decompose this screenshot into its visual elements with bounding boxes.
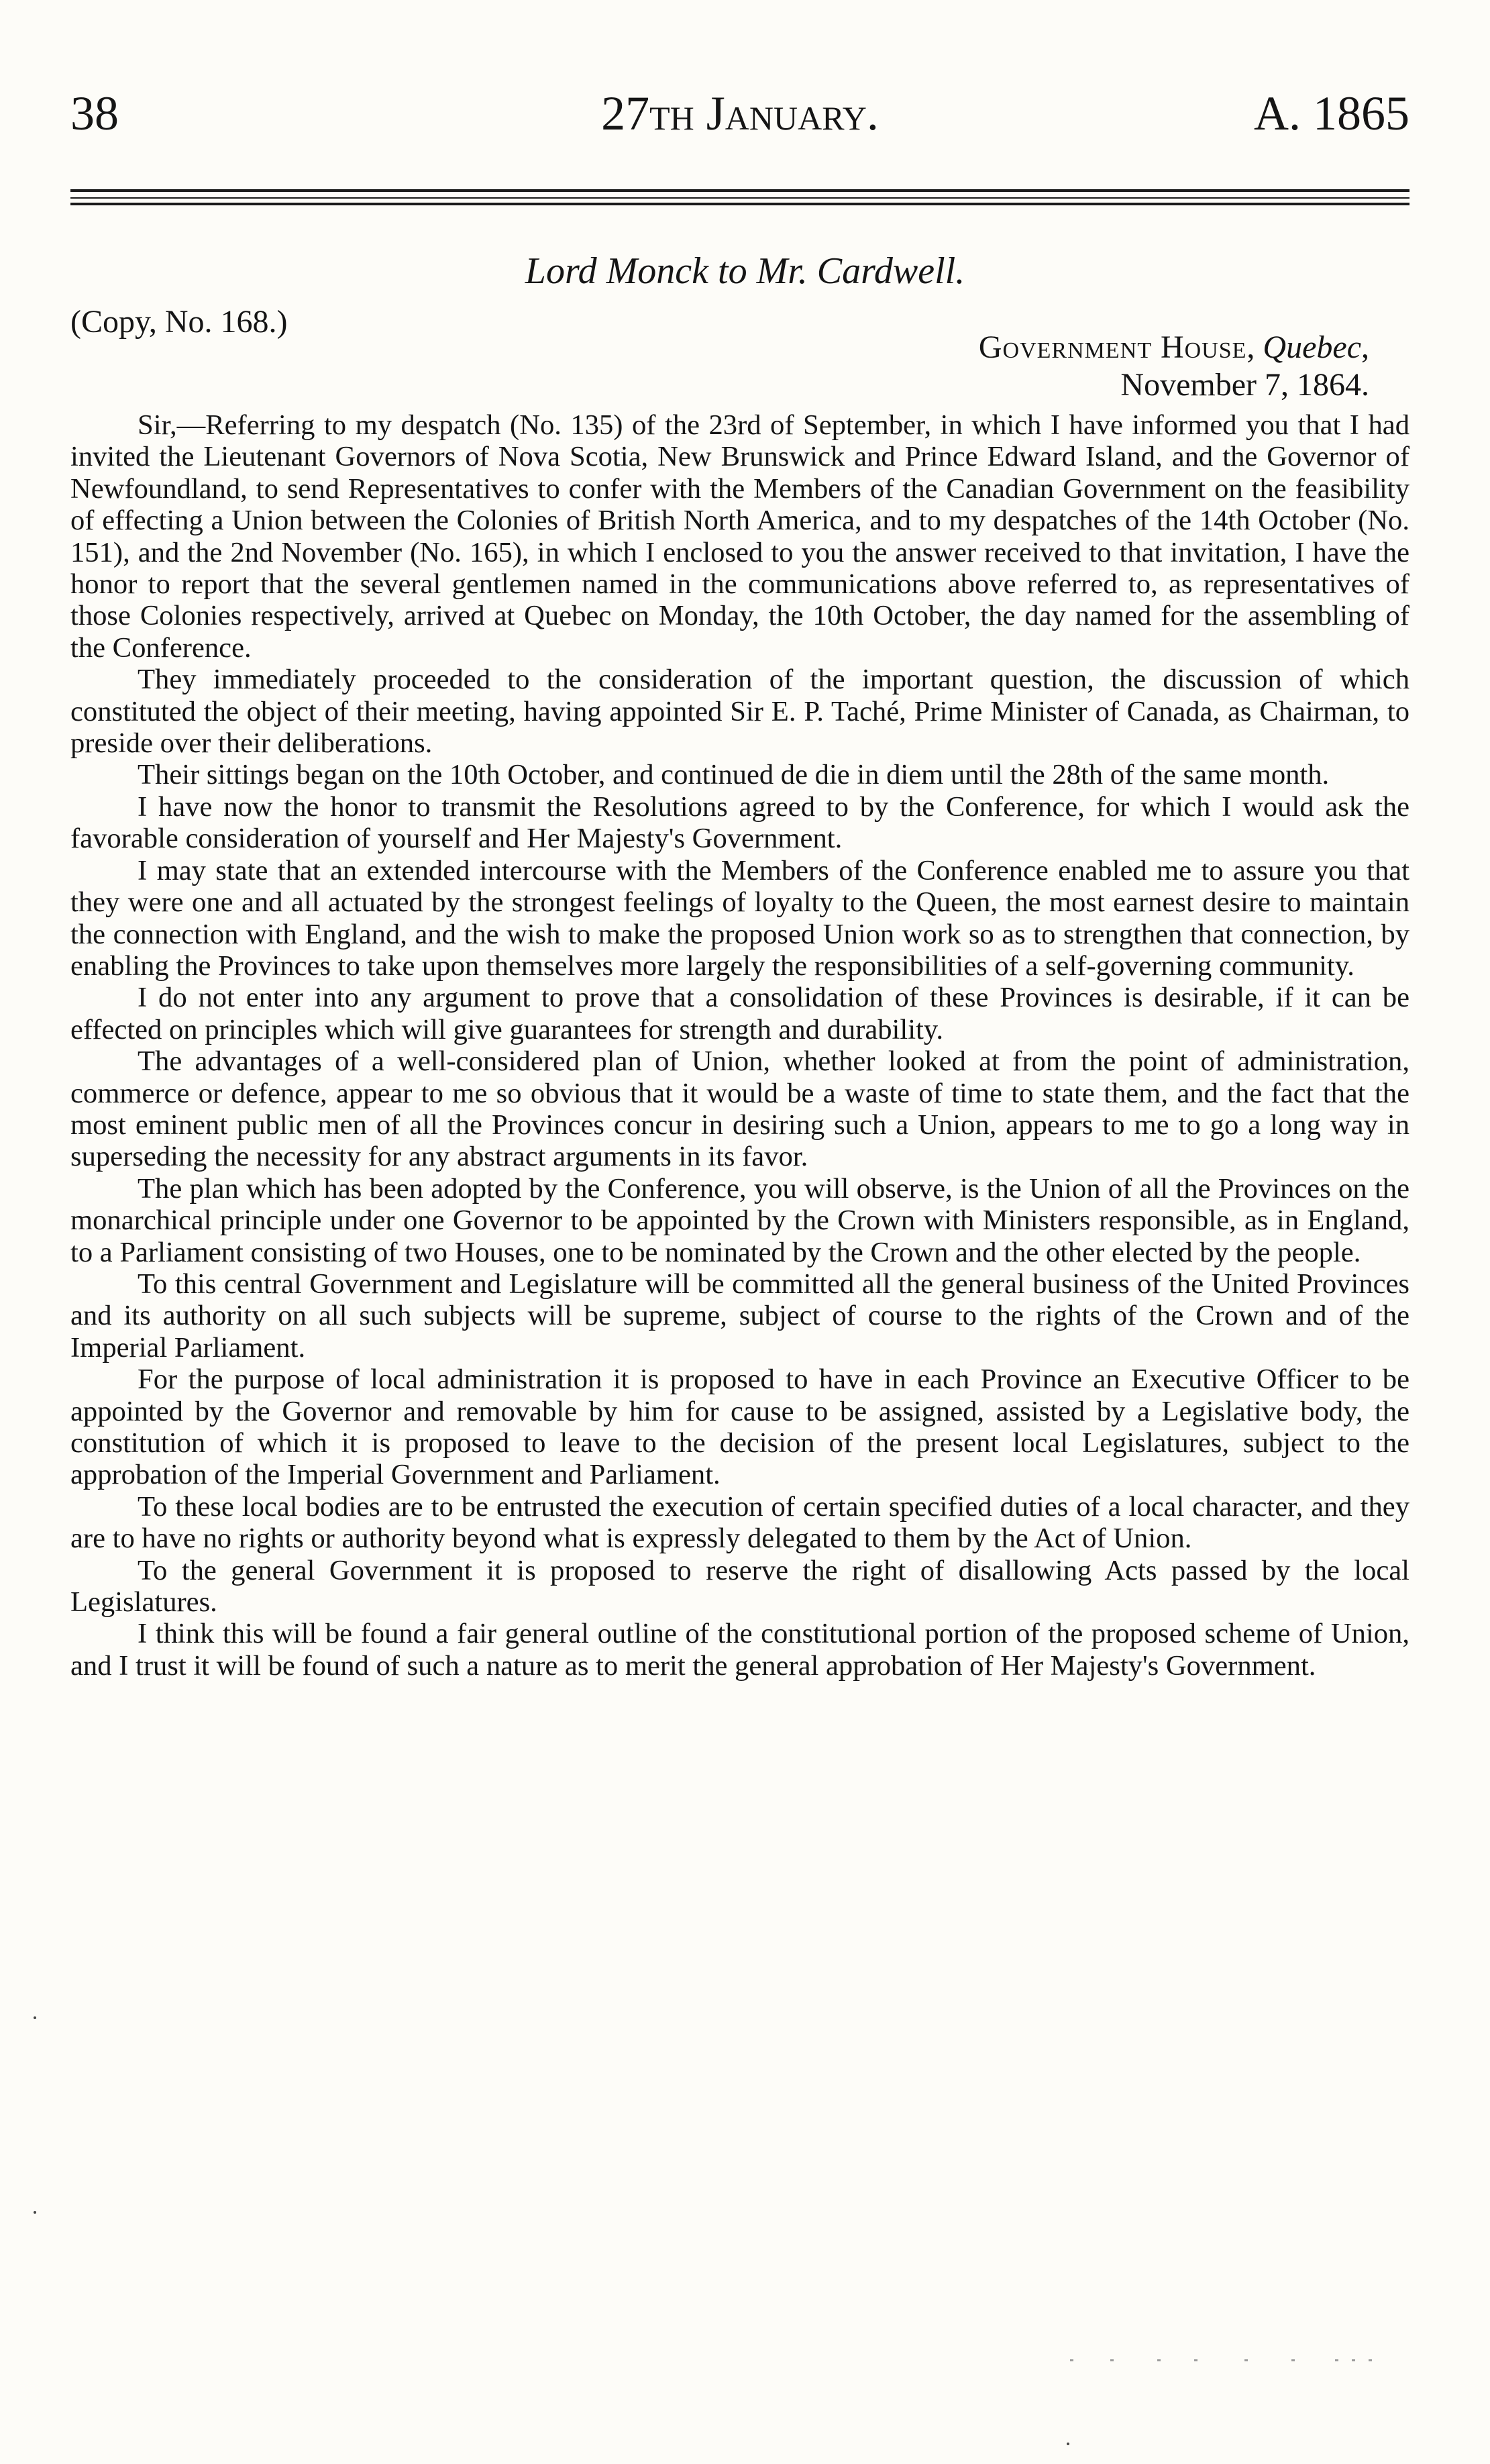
letter-heading: Lord Monck to Mr. Cardwell.	[525, 250, 965, 292]
header-date: 27th January.	[601, 87, 879, 140]
paragraph: I may state that an extended intercourse with the Members of the Conference enabled me to assure you that they were one and all actuated by the strongest feelings of loyalty to the Queen, the most earnest desire to maintain the connection with England, and the wish to make the proposed Union work so as to strengthen that connection, by enabling the Provinces to take upon themselves more largely the responsibilities of a self-governing community.	[70, 854, 1409, 982]
paragraph: I do not enter into any argument to prove that a consolidation of these Provinces is desirable, if it can be effected on principles which will give guarantees for strength and durability.	[70, 982, 1409, 1045]
paragraph: To the general Government it is proposed to reserve the right of disallowing Acts passed by the local Legislatures.	[70, 1554, 1409, 1619]
paragraph: They immediately proceeded to the consideration of the important question, the discussion of which constituted the object of their meeting, having appointed Sir E. P. Taché, Prime Minister of Canada, as Chairman, to preside over their deliberations.	[70, 664, 1409, 760]
paragraph: I think this will be found a fair general outline of the constitutional portion of the proposed scheme of Union, and I trust it will be found of such a nature as to merit the general approbation of Her Majesty's Government.	[70, 1618, 1409, 1682]
paragraph: The advantages of a well-considered plan of Union, whether looked at from the point of administration, commerce or defence, appear to me so obvious that it would be a waste of time to state them, and the fact that the most eminent public men of all the Provinces concur in desiring such a Union, appears to me to go a long way in superseding the necessity for any abstract arguments in its favor.	[70, 1045, 1409, 1173]
paragraph: Their sittings began on the 10th October, and continued de die in diem until the 28th of the same month.	[138, 759, 1330, 791]
paragraph: The plan which has been adopted by the Conference, you will observe, is the Union of all the Provinces on the monarchical principle under one Governor to be appointed by the Crown with Ministers responsible, as in England, to a Parliament consisting of two Houses, one to be nominated by the Crown and the other elected by the people.	[70, 1172, 1409, 1268]
letter-body	[70, 409, 1409, 1682]
header-rule	[70, 203, 1409, 205]
running-head	[70, 86, 1409, 146]
paragraph: Sir,—Referring to my despatch (No. 135) of the 23rd of September, in which I have informed you that I had invited the Lieutenant Governors of Nova Scotia, New Brunswick and Prince Edward Island, and the Governor of Newfoundland, to send Representatives to confer with the Members of the Canadian Government on the feasibility of effecting a Union between the Colonies of British North America, and to my despatches of the 14th October (No. 151), and the 2nd November (No. 165), in which I enclosed to you the answer received to that invitation, I have the honor to report that the several gentlemen named in the communications above referred to, as representatives of those Colonies respectively, arrived at Quebec on Monday, the 10th October, the day named for the assembling of the Conference.	[70, 409, 1409, 664]
header-rule	[70, 189, 1409, 192]
paragraph: I have now the honor to transmit the Resolutions agreed to by the Conference, for which I would ask the favorable consideration of yourself and Her Majesty's Government.	[70, 790, 1409, 855]
address-line: Government House, Quebec,	[978, 329, 1369, 365]
ink-speck	[34, 2016, 36, 2019]
header-rule	[70, 197, 1409, 199]
copy-reference: (Copy, No. 168.)	[70, 304, 288, 340]
ink-speck	[1067, 2443, 1069, 2445]
letter-address	[979, 329, 1369, 404]
header-year: A. 1865	[1254, 87, 1409, 140]
address-date: November 7, 1864.	[1120, 367, 1369, 403]
ink-speck	[34, 2211, 36, 2214]
paragraph: To this central Government and Legislature will be committed all the general business of the United Provinces and its authority on all such subjects will be supreme, subject of course to the rights of the Crown and of the Imperial Parliament.	[70, 1268, 1409, 1364]
page-number: 38	[70, 87, 119, 140]
faint-print-mark	[1070, 2347, 1375, 2374]
paragraph: For the purpose of local administration it is proposed to have in each Province an Executive Officer to be appointed by the Governor and removable by him for cause to be assigned, assisted by a Legislative body, the constitution of which it is proposed to leave to the decision of the present local Legislatures, subject to the approbation of the Imperial Government and Parliament.	[70, 1364, 1409, 1491]
paragraph: To these local bodies are to be entrusted the execution of certain specified duties of a local character, and they are to have no rights or authority beyond what is expressly delegated to them by the Act of Union.	[70, 1490, 1409, 1555]
